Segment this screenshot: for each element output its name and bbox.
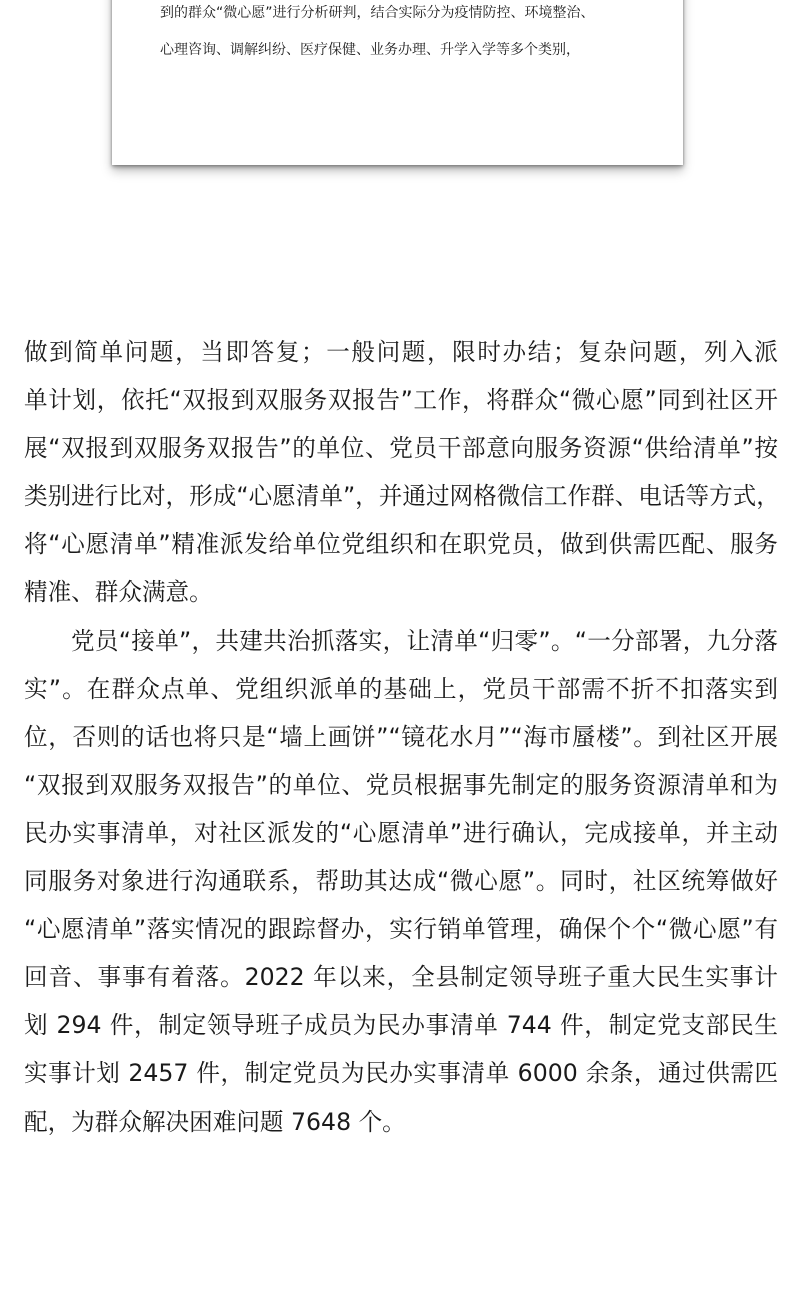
text-line: 同服务对象进行沟通联系，帮助其达成“微心愿”。同时，社区统筹做好 — [24, 867, 778, 896]
text-line: 类别进行比对，形成“心愿清单”，并通过网格微信工作群、电话等方式， — [24, 482, 780, 511]
paragraph-start-line: 党员“接单”，共建共治抓落实，让清单“归零”。“一分部署，九分落 — [71, 626, 778, 655]
text-line: 回音、事事有着落。2022 年以来，全县制定领导班子重大民生实事计 — [24, 963, 778, 992]
text-line: 划 294 件，制定领导班子成员为民办事清单 744 件，制定党支部民生 — [24, 1011, 778, 1040]
text-line: 民办实事清单，对社区派发的“心愿清单”进行确认，完成接单，并主动 — [24, 818, 778, 847]
text-line: “心愿清单”落实情况的跟踪督办，实行销单管理，确保个个“微心愿”有 — [24, 915, 778, 944]
card-line: 到的群众“微心愿”进行分析研判，结合实际分为疫情防控、环境整治、 — [160, 5, 595, 21]
document-card — [112, 0, 683, 165]
text-line: 配，为群众解决困难问题 7648 个。 — [24, 1107, 406, 1136]
text-line: 精准、群众满意。 — [24, 578, 213, 607]
text-line: 实事计划 2457 件，制定党员为民办实事清单 6000 余条，通过供需匹 — [24, 1059, 778, 1088]
article-body — [24, 328, 778, 1146]
text-line: 实”。在群众点单、党组织派单的基础上，党员干部需不折不扣落实到 — [24, 674, 778, 703]
card-line: 心理咨询、调解纠纷、医疗保健、业务办理、升学入学等多个类别， — [160, 42, 580, 58]
text-line: 展“双报到双服务双报告”的单位、党员干部意向服务资源“供给清单”按 — [24, 434, 778, 463]
card-text — [160, 0, 646, 78]
text-line: 将“心愿清单”精准派发给单位党组织和在职党员，做到供需匹配、服务 — [24, 530, 778, 559]
text-line: “双报到双服务双报告”的单位、党员根据事先制定的服务资源清单和为 — [24, 770, 778, 799]
text-line: 位，否则的话也将只是“墙上画饼”“镜花水月”“海市蜃楼”。到社区开展 — [24, 722, 778, 751]
text-line: 单计划，依托“双报到双服务双报告”工作，将群众“微心愿”同到社区开 — [24, 386, 778, 415]
text-line: 做到简单问题，当即答复；一般问题，限时办结；复杂问题，列入派 — [24, 338, 778, 366]
